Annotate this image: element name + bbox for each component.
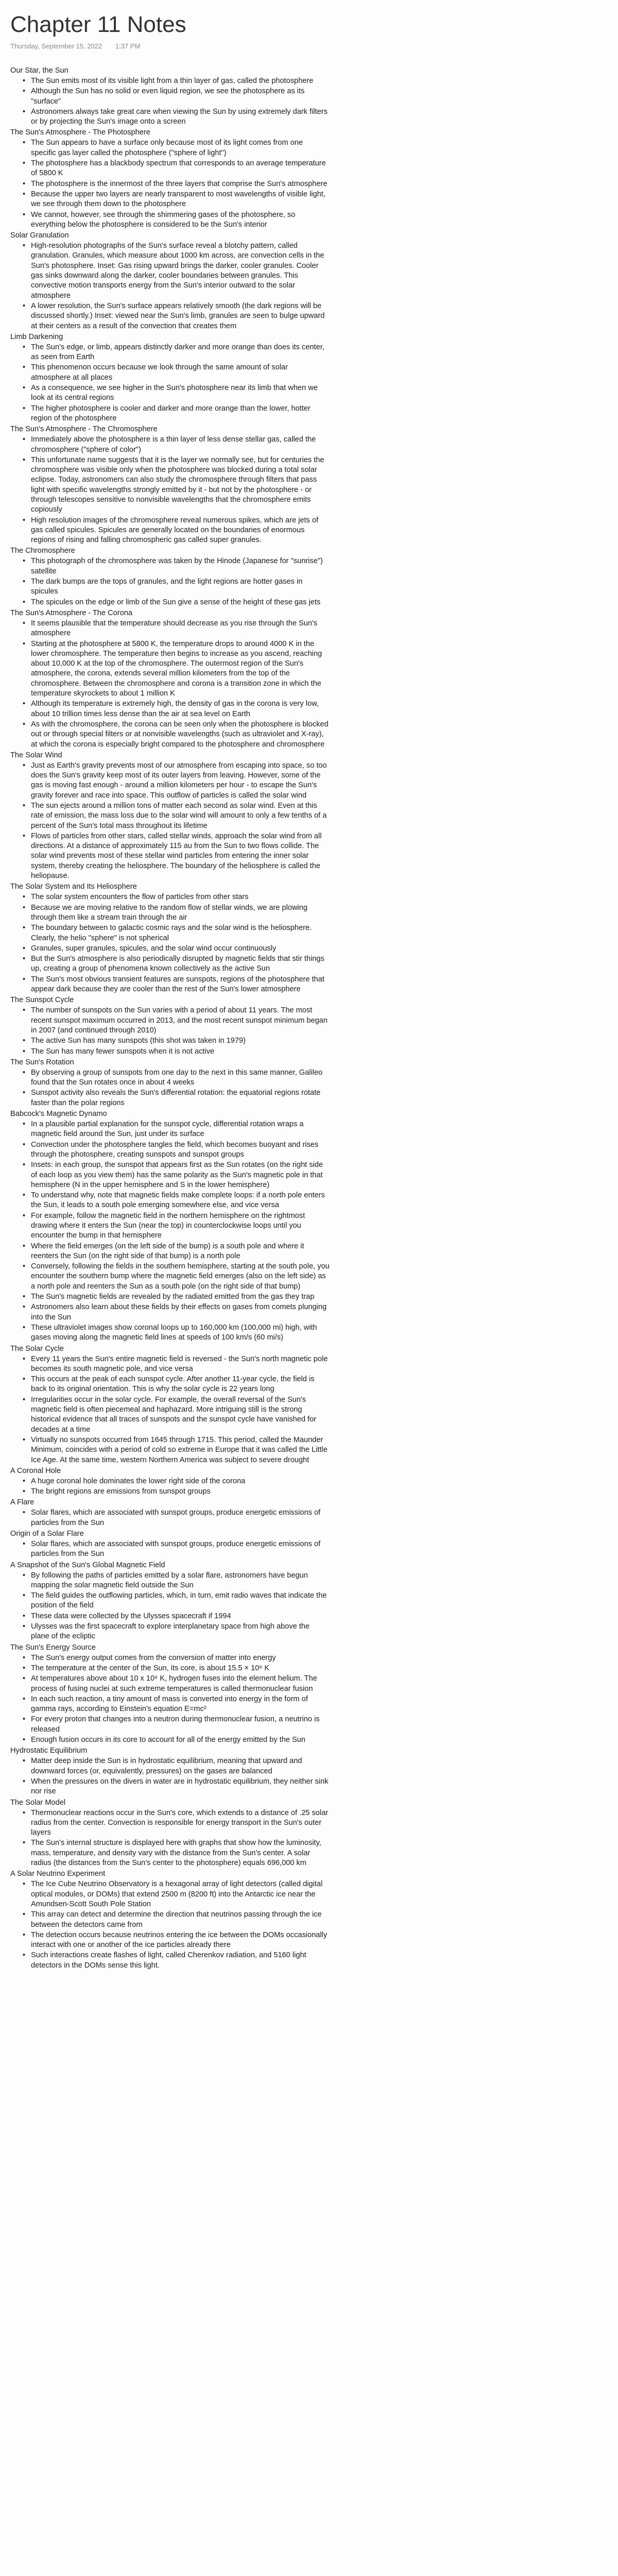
bullet-item: • The detection occurs because neutrinos entering the ice between the DOMs occasionally interact with one or another of the ice particles already there xyxy=(31,1930,330,1951)
bullet-item: • Matter deep inside the Sun is in hydrostatic equilibrium, meaning that upward and downward forces (or, equivalently, pressures) on the gases are balanced xyxy=(31,1756,330,1776)
bullet-item: • High-resolution photographs of the Sun's surface reveal a blotchy pattern, called granulation. Granules, which measure about 1000 km across, are convection cells in the Sun's photosphere. Inset: Gas rising upward brings the darker, cooler granules. Cooler gas sinks downward along the darker, cooler boundaries between granules. This convective motion transports energy from the Sun's interior outward to the solar atmosphere xyxy=(31,241,330,301)
bullet-item: • The spicules on the edge or limb of the Sun give a sense of the height of these gas jets xyxy=(31,598,330,607)
bullet-list xyxy=(10,76,330,127)
bullet-item: • The Sun has many fewer sunspots when it is not active xyxy=(31,1047,330,1057)
bullet-item: • The Sun's magnetic fields are revealed by the radiated emitted from the gas they trap xyxy=(31,1292,330,1302)
section-heading: A Snapshot of the Sun's Global Magnetic Field xyxy=(10,1561,165,1569)
bullet-item: • Thermonuclear reactions occur in the Sun's core, which extends to a distance of .25 solar radius from the center. Convection is responsible for energy transport in the Sun's outer layers xyxy=(31,1808,330,1838)
bullet-item: • By observing a group of sunspots from one day to the next in this same manner, Galileo found that the Sun rotates once in about 4 weeks xyxy=(31,1068,330,1088)
bullet-item: • The photosphere is the innermost of the three layers that comprise the Sun's atmosphere xyxy=(31,179,330,189)
bullet-list xyxy=(10,1120,330,1343)
note-section xyxy=(10,332,330,423)
bullet-item: • The temperature at the center of the Sun, its core, is about 15.5 × 10⁶ K xyxy=(31,1664,330,1673)
bullet-item: • The Sun's edge, or limb, appears distinctly darker and more orange than does its center, as seen from Earth xyxy=(31,343,330,363)
bullet-item: • Flows of particles from other stars, called stellar winds, approach the solar wind from all directions. At a distance of approximately 115 au from the Sun to two flows collide. The solar wind prevents most of these stellar wind particles from entering the inner solar system, thereby creating the heliosphere. The boundary of the heliosphere is called the heliopause. xyxy=(31,832,330,881)
bullet-item: • Just as Earth's gravity prevents most of our atmosphere from escaping into space, so too does the Sun's gravity keep most of its outer layers from leaving. However, some of the gas is moving fast enough - around a million kilometers per hour - to escape the Sun's gravity forever and race into space. This outflow of particles is called the solar wind xyxy=(31,761,330,801)
note-section xyxy=(10,995,330,1056)
note-section xyxy=(10,65,330,127)
bullet-list xyxy=(10,138,330,230)
note-section xyxy=(10,1745,330,1797)
bullet-item: • In each such reaction, a tiny amount of mass is converted into energy in the form of gamma rays, according to Einstein's equation E=mc² xyxy=(31,1694,330,1715)
bullet-list xyxy=(10,343,330,423)
bullet-list xyxy=(10,1653,330,1745)
bullet-item: • Convection under the photosphere tangles the field, which becomes buoyant and rises through the photosphere, creating sunspots and sunspot groups xyxy=(31,1140,330,1160)
bullet-item: • Conversely, following the fields in the southern hemisphere, starting at the south pole, you encounter the southern bump where the magnetic field emerges (also on the left side) as a north pole and reenters the Sun as a south pole (on the right side of that bump) xyxy=(31,1262,330,1292)
bullet-item: • Virtually no sunspots occurred from 1645 through 1715. This period, called the Maunder Minimum, coincides with a period of cold so extreme in Europe that it was called the Little Ice Age. At the same time, western Northern America was subject to severe drought xyxy=(31,1435,330,1465)
section-heading: The Solar Cycle xyxy=(10,1344,64,1353)
bullet-item: • Although the Sun has no solid or even liquid region, we see the photosphere as its "surface" xyxy=(31,87,330,107)
note-metadata xyxy=(10,42,618,50)
bullet-item: • We cannot, however, see through the shimmering gases of the photosphere, so everything below the photosphere is considered to be the Sun's interior xyxy=(31,210,330,230)
bullet-item: • But the Sun's atmosphere is also periodically disrupted by magnetic fields that stir things up, creating a group of phenomena known collectively as the active Sun xyxy=(31,954,330,974)
bullet-item: • A lower resolution, the Sun's surface appears relatively smooth (the dark regions will be discussed shortly.) Inset: viewed near the Sun's limb, granules are seen to bulge upward at their centers as a result of the convection that creates them xyxy=(31,301,330,331)
section-heading: Our Star, the Sun xyxy=(10,66,68,75)
bullet-item: • The number of sunspots on the Sun varies with a period of about 11 years. The most recent sunspot maximum occurred in 2013, and the most recent sunspot minimum began in 2007 (and continued through 2010) xyxy=(31,1006,330,1036)
bullet-item: • Irregularities occur in the solar cycle. For example, the overall reversal of the Sun's magnetic field is often piecemeal and haphazard. More intriguing still is the strong historical evidence that all traces of sunspots and the sunspot cycle have vanished for decades at a time xyxy=(31,1395,330,1435)
note-section xyxy=(10,230,330,331)
section-heading: The Sun's Atmosphere - The Corona xyxy=(10,608,132,617)
bullet-list xyxy=(10,1808,330,1869)
bullet-item: • Granules, super granules, spicules, and the solar wind occur continuously xyxy=(31,944,330,954)
note-time: 1:37 PM xyxy=(115,42,141,50)
section-heading: Origin of a Solar Flare xyxy=(10,1530,84,1538)
bullet-item: • Enough fusion occurs in its core to account for all of the energy emitted by the Sun xyxy=(31,1735,330,1745)
section-heading: The Sun's Atmosphere - The Photosphere xyxy=(10,128,150,137)
note-section xyxy=(10,1109,330,1343)
section-heading: The Solar Wind xyxy=(10,751,62,759)
bullet-list xyxy=(10,1477,330,1497)
bullet-item: • The dark bumps are the tops of granules, and the light regions are hotter gases in spicules xyxy=(31,577,330,597)
bullet-item: • Every 11 years the Sun's entire magnetic field is reversed - the Sun's north magnetic pole becomes its south magnetic pole, and vice versa xyxy=(31,1354,330,1375)
section-heading: A Coronal Hole xyxy=(10,1466,61,1475)
note-body xyxy=(10,65,330,1971)
bullet-item: • Astronomers also learn about these fields by their effects on gases from comets plunging into the Sun xyxy=(31,1302,330,1323)
bullet-item: • A huge coronal hole dominates the lower right side of the corona xyxy=(31,1477,330,1486)
note-section xyxy=(10,546,330,607)
note-section xyxy=(10,1642,330,1745)
bullet-item: • Solar flares, which are associated with sunspot groups, produce energetic emissions of particles from the Sun xyxy=(31,1508,330,1528)
bullet-list xyxy=(10,435,330,545)
section-heading: The Sun's Atmosphere - The Chromosphere xyxy=(10,425,158,434)
bullet-item: • The Sun's internal structure is displayed here with graphs that show how the luminosity, mass, temperature, and density vary with the distance from the Sun's center. A solar radius (the distances from the Sun's center to the photosphere) equals 696,000 km xyxy=(31,1838,330,1868)
bullet-item: • The field guides the outflowing particles, which, in turn, emit radio waves that indicate the position of the field xyxy=(31,1591,330,1611)
bullet-item: • This photograph of the chromosphere was taken by the Hinode (Japanese for "sunrise") satellite xyxy=(31,556,330,577)
bullet-item: • Because the upper two layers are nearly transparent to most wavelengths of visible light, we see through them down to the photosphere xyxy=(31,190,330,210)
bullet-item: • Astronomers always take great care when viewing the Sun by using extremely dark filters or by projecting the Sun's image onto a screen xyxy=(31,107,330,127)
bullet-item: • The Ice Cube Neutrino Observatory is a hexagonal array of light detectors (called digital optical modules, or DOMs) that extend 2500 m (8200 ft) into the Antarctic ice near the Amundsen-Scott South Pole Station xyxy=(31,1879,330,1909)
bullet-list xyxy=(10,619,330,750)
bullet-item: • Starting at the photosphere at 5800 K, the temperature drops to around 4000 K in the lower chromosphere. The temperature then begins to increase as you ascend, reaching about 10,000 K at the top of the chromosphere. The outermost region of the Sun's atmosphere, the corona, extends several million kilometers from the top of the chromosphere. Between the chromosphere and corona is a transition zone in which the temperature skyrockets to about 1 million K xyxy=(31,639,330,699)
bullet-list xyxy=(10,1354,330,1465)
bullet-item: • By following the paths of particles emitted by a solar flare, astronomers have begun mapping the solar magnetic field outside the Sun xyxy=(31,1571,330,1591)
section-heading: The Sunspot Cycle xyxy=(10,996,74,1005)
bullet-item: • These data were collected by the Ulysses spacecraft if 1994 xyxy=(31,1612,330,1621)
section-heading: The Solar System and Its Heliosphere xyxy=(10,883,137,891)
bullet-item: • To understand why, note that magnetic fields make complete loops: if a north pole enters the Sun, it leads to a south pole emerging somewhere else, and vice versa xyxy=(31,1191,330,1211)
bullet-list xyxy=(10,892,330,994)
note-section xyxy=(10,424,330,545)
bullet-item: • The Sun emits most of its visible light from a thin layer of gas, called the photosphere xyxy=(31,76,330,86)
section-heading: The Sun's Rotation xyxy=(10,1058,74,1066)
section-heading: Babcock's Magnetic Dynamo xyxy=(10,1110,107,1118)
bullet-item: • The solar system encounters the flow of particles from other stars xyxy=(31,892,330,902)
section-heading: A Flare xyxy=(10,1498,35,1507)
section-heading: Limb Darkening xyxy=(10,332,63,341)
bullet-item: • High resolution images of the chromosphere reveal numerous spikes, which are jets of gas called spicules. Spicules are generally located on the boundaries of enormous regions of rising and falling chromospheric gas called super granules. xyxy=(31,516,330,546)
bullet-list xyxy=(10,1879,330,1971)
bullet-item: • Insets: in each group, the sunspot that appears first as the Sun rotates (on the right side of each loop as you view them) has the same polarity as the Sun's magnetic pole in that hemisphere (N in the upper hemisphere and S in the lower hemisphere) xyxy=(31,1160,330,1190)
bullet-item: • The higher photosphere is cooler and darker and more orange than the lower, hotter region of the photosphere xyxy=(31,404,330,424)
note-section xyxy=(10,1466,330,1497)
bullet-list xyxy=(10,1508,330,1528)
bullet-item: • The bright regions are emissions from sunspot groups xyxy=(31,1487,330,1497)
bullet-item: • The Sun's energy output comes from the conversion of matter into energy xyxy=(31,1653,330,1663)
bullet-item: • The active Sun has many sunspots (this shot was taken in 1979) xyxy=(31,1036,330,1046)
section-heading: Hydrostatic Equilibrium xyxy=(10,1747,88,1755)
note-section xyxy=(10,1497,330,1528)
bullet-list xyxy=(10,1006,330,1056)
bullet-item: • The boundary between to galactic cosmic rays and the solar wind is the heliosphere. Clearly, the helio "sphere" is not spherical xyxy=(31,923,330,943)
bullet-item: • At temperatures above about 10 x 10⁶ K, hydrogen fuses into the element helium. The process of fusing nuclei at such extreme temperatures is called thermonuclear fusion xyxy=(31,1674,330,1694)
bullet-item: • This occurs at the peak of each sunspot cycle. After another 11-year cycle, the field is back to its original orientation. This is why the solar cycle is 22 years long xyxy=(31,1375,330,1395)
bullet-item: • Ulysses was the first spacecraft to explore interplanetary space from high above the plane of the ecliptic xyxy=(31,1622,330,1642)
note-section xyxy=(10,1057,330,1108)
bullet-item: • Immediately above the photosphere is a thin layer of less dense stellar gas, called the chromosphere ("sphere of color") xyxy=(31,435,330,455)
note-section xyxy=(10,1798,330,1869)
note-section xyxy=(10,1869,330,1971)
page-title: Chapter 11 Notes xyxy=(10,12,186,37)
bullet-item: • In a plausible partial explanation for the sunspot cycle, differential rotation wraps a magnetic field around the Sun, just under its surface xyxy=(31,1120,330,1140)
bullet-list xyxy=(10,761,330,882)
bullet-item: • As a consequence, we see higher in the Sun's photosphere near its limb that when we look at its central regions xyxy=(31,383,330,403)
bullet-list xyxy=(10,1571,330,1642)
bullet-list xyxy=(10,556,330,607)
bullet-list xyxy=(10,241,330,331)
bullet-item: • This unfortunate name suggests that it is the layer we normally see, but for centuries the chromosphere was visible only when the photosphere was blocked during a total solar eclipse. Today, astronomers can also study the chromosphere through filters that pass light with specific wavelengths strongly emitted by it - but not by the photosphere - or through telescopes sensitive to nonvisible wavelengths that the chromosphere emits copiously xyxy=(31,455,330,515)
section-heading: The Chromosphere xyxy=(10,547,75,555)
bullet-item: • The Sun appears to have a surface only because most of its light comes from one specific gas layer called the photosphere ("sphere of light") xyxy=(31,138,330,158)
note-section xyxy=(10,127,330,230)
bullet-item: • When the pressures on the divers in water are in hydrostatic equilibrium, they neither sink nor rise xyxy=(31,1777,330,1797)
bullet-item: • The sun ejects around a million tons of matter each second as solar wind. Even at this rate of emission, the mass loss due to the solar wind will amount to only a few tenths of a percent of the Sun's total mass throughout its lifetime xyxy=(31,801,330,831)
bullet-list xyxy=(10,1068,330,1108)
bullet-list xyxy=(10,1756,330,1797)
note-section xyxy=(10,1344,330,1465)
bullet-item: • These ultraviolet images show coronal loops up to 160,000 km (100,000 mi) high, with gases moving along the magnetic field lines at speeds of 100 km/s (60 mi/s) xyxy=(31,1323,330,1343)
note-section xyxy=(10,608,330,750)
section-heading: Solar Granulation xyxy=(10,231,69,240)
bullet-item: • Such interactions create flashes of light, called Cherenkov radiation, and 5160 light detectors in the DOMs sense this light. xyxy=(31,1951,330,1971)
bullet-item: • Solar flares, which are associated with sunspot groups, produce energetic emissions of particles from the Sun xyxy=(31,1539,330,1560)
bullet-item: • For example, follow the magnetic field in the northern hemisphere on the rightmost drawing where it enters the Sun (near the top) in counterclockwise loops until you encounter the bump in that hemisphere xyxy=(31,1211,330,1241)
bullet-item: • It seems plausible that the temperature should decrease as you rise through the Sun's atmosphere xyxy=(31,619,330,639)
section-heading: The Sun's Energy Source xyxy=(10,1643,96,1652)
bullet-item: • Sunspot activity also reveals the Sun's differential rotation: the equatorial regions rotate faster than the polar regions xyxy=(31,1088,330,1108)
bullet-item: • This array can detect and determine the direction that neutrinos passing through the ice between the detectors came from xyxy=(31,1910,330,1930)
note-section xyxy=(10,1529,330,1560)
bullet-item: • Because we are moving relative to the random flow of stellar winds, we are plowing through them like a stream train through the air xyxy=(31,903,330,923)
bullet-item: • As with the chromosphere, the corona can be seen only when the photosphere is blocked out or through special filters or at nonvisible wavelengths (such as ultraviolet and X-ray), at which the corona is especially bright compared to the photosphere and chromosphere xyxy=(31,720,330,750)
section-heading: A Solar Neutrino Experiment xyxy=(10,1870,106,1878)
bullet-item: • Where the field emerges (on the left side of the bump) is a south pole and where it reenters the Sun (on the right side of that bump) is a north pole xyxy=(31,1242,330,1262)
bullet-item: • This phenomenon occurs because we look through the same amount of solar atmosphere at all places xyxy=(31,363,330,383)
bullet-item: • Although its temperature is extremely high, the density of gas in the corona is very low, about 10 trillion times less dense than the air at sea level on Earth xyxy=(31,699,330,719)
note-section xyxy=(10,750,330,882)
bullet-list xyxy=(10,1539,330,1560)
bullet-item: • For every proton that changes into a neutron during thermonuclear fusion, a neutrino is released xyxy=(31,1715,330,1735)
bullet-item: • The Sun's most obvious transient features are sunspots, regions of the photosphere that appear dark because they are cooler than the rest of the Sun's lower atmosphere xyxy=(31,975,330,995)
note-section xyxy=(10,1560,330,1642)
note-date: Thursday, September 15, 2022 xyxy=(10,42,102,50)
section-heading: The Solar Model xyxy=(10,1798,66,1807)
bullet-item: • The photosphere has a blackbody spectrum that corresponds to an average temperature of 5800 K xyxy=(31,159,330,179)
note-section xyxy=(10,882,330,994)
